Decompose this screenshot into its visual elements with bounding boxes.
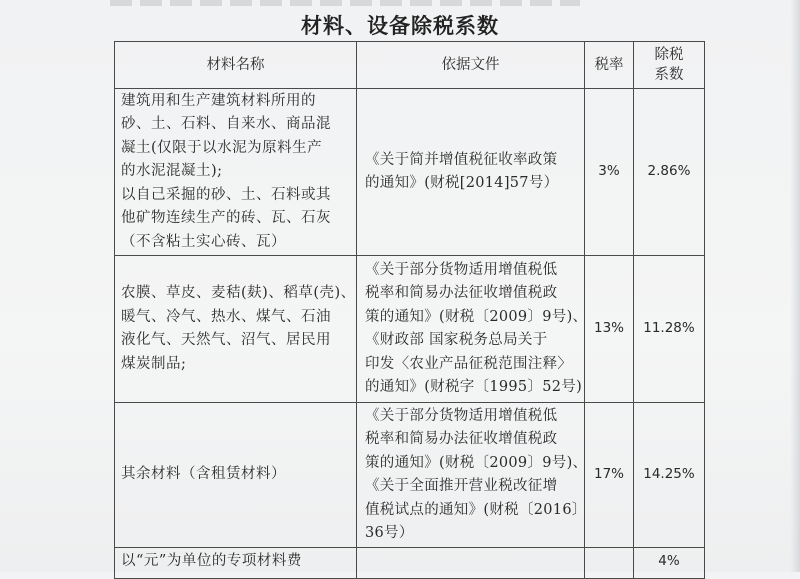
text-line: 凝土(仅限于以水泥为原料生产 [121, 139, 323, 156]
text-line: 的通知》(财税[2014]57号） [365, 175, 559, 191]
basis-document-cell [357, 256, 588, 403]
header-deduction-coefficient [634, 42, 705, 89]
text-line: 建筑用和生产建筑材料所用的 [121, 92, 316, 109]
coefficient-cell: 4% [634, 548, 705, 579]
header-row [115, 42, 705, 89]
basis-document-cell [357, 89, 585, 256]
text-line: 税率和简易办法征收增值税政 [365, 431, 558, 447]
text-line: 策的通知》(财税〔2009〕9号)、 [365, 308, 588, 325]
coefficient-cell: 14.25% [634, 403, 705, 548]
text-line: 砂、土、石料、自来水、商品混 [121, 116, 331, 133]
table-row [115, 548, 705, 579]
text-line: 《关于全面推开营业税改征增 [365, 478, 558, 494]
text-line: 以“元”为单位的专项材料费 [121, 553, 302, 569]
text-line: 暖气、冷气、热水、煤气、石油 [121, 308, 331, 325]
text-line: 36号） [365, 525, 414, 541]
header-material-name: 材料名称 [115, 42, 357, 89]
header-coef-line: 除税 [654, 47, 684, 63]
text-line: 《关于简并增值税征收率政策 [365, 151, 558, 168]
material-name-cell [115, 89, 357, 256]
previous-text-fragment [110, 0, 580, 6]
text-line: 的通知》(财税字〔1995〕52号) [365, 379, 583, 395]
material-name-cell [115, 403, 357, 548]
text-line: 农膜、草皮、麦秸(麸)、稻草(壳)、 [121, 285, 356, 301]
coefficient-cell: 2.86% [634, 89, 705, 256]
header-coef-line: 系数 [654, 67, 684, 83]
basis-document-cell [357, 403, 588, 548]
text-line: 《关于部分货物适用增值税低 [365, 261, 558, 278]
text-line: 税率和简易办法征收增值税政 [365, 285, 558, 301]
text-line: 的水泥混凝土); [121, 163, 223, 180]
material-name-cell [115, 256, 357, 403]
material-name-cell [115, 548, 357, 579]
tax-rate-cell [585, 548, 634, 579]
coefficient-cell: 11.28% [634, 256, 705, 403]
page-title: 材料、设备除税系数 [301, 14, 499, 38]
text-line: （不含粘土实心砖、瓦） [121, 233, 286, 250]
basis-document-cell [357, 548, 585, 579]
header-tax-rate: 税率 [585, 42, 634, 89]
table-row [115, 256, 705, 403]
text-line: 值税试点的通知》(财税〔2016〕 [365, 501, 587, 518]
text-line: 他矿物连续生产的砖、瓦、石灰 [121, 210, 331, 227]
text-line: 策的通知》(财税〔2009〕9号)、 [365, 454, 588, 471]
table-row [115, 89, 705, 256]
header-basis-document: 依据文件 [357, 42, 585, 89]
tax-rate-cell: 13% [585, 256, 634, 403]
table-row [115, 403, 705, 548]
text-line: 《财政部 国家税务总局关于 [365, 332, 548, 348]
page-edge-shadow [790, 0, 800, 572]
text-line: 以自己采掘的砂、土、石料或其 [121, 186, 331, 203]
text-line: 《关于部分货物适用增值税低 [365, 407, 558, 424]
text-line: 液化气、天然气、沼气、居民用 [121, 332, 331, 348]
tax-rate-cell: 17% [585, 403, 634, 548]
tax-rate-cell: 3% [585, 89, 634, 256]
text-line: 其余材料（含租赁材料） [121, 466, 286, 483]
text-line: 煤炭制品; [121, 355, 187, 372]
tax-coefficient-table [114, 41, 705, 579]
text-line: 印发〈农业产品征税范围注释〉 [365, 355, 573, 372]
